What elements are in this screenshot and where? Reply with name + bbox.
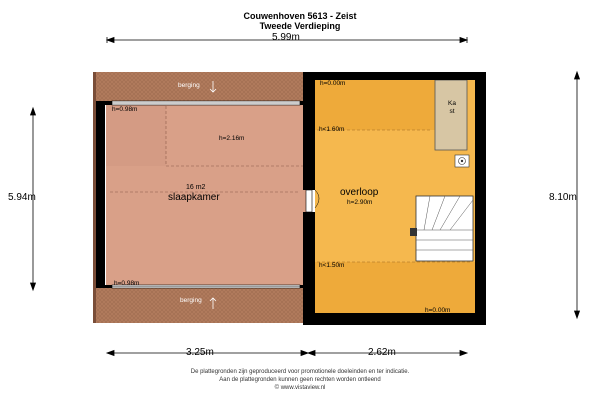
height-bottom-right: h=0.00m bbox=[425, 307, 451, 314]
height-lt-160: h<1.60m bbox=[319, 126, 345, 133]
plan-subtitle: Tweede Verdieping bbox=[259, 21, 341, 31]
berging-top-area bbox=[93, 72, 308, 104]
disclaimer-line3: © www.vistaview.nl bbox=[274, 385, 326, 391]
staircase bbox=[410, 196, 473, 261]
height-bottom-left: h=0.98m bbox=[114, 280, 140, 287]
height-290: h=2.90m bbox=[347, 199, 373, 206]
label-slaapkamer: slaapkamer bbox=[168, 192, 220, 203]
label-kast: Kast bbox=[448, 100, 456, 115]
label-berging-bottom: berging bbox=[180, 297, 202, 304]
low-ceiling-top bbox=[315, 80, 435, 130]
label-overloop: overloop bbox=[340, 187, 379, 198]
height-216: h=2.16m bbox=[219, 135, 245, 142]
dim-right-height: 8.10m bbox=[549, 192, 577, 203]
dim-bottom-left: 3.25m bbox=[186, 347, 214, 358]
berging-bottom-area bbox=[93, 287, 308, 323]
dim-left-height: 5.94m bbox=[8, 192, 36, 203]
plan-title: Couwenhoven 5613 - Zeist bbox=[243, 11, 357, 21]
washbasin-icon bbox=[455, 155, 469, 167]
disclaimer-line1: De plattegronden zijn geproduceerd voor promotionele doeleinden en ter indicatie. bbox=[190, 369, 410, 375]
disclaimer-line2: Aan de plattegronden kunnen geen rechten worden ontleend bbox=[219, 377, 381, 383]
label-area-slaapkamer: 16 m2 bbox=[186, 184, 206, 191]
height-top-left: h=0.98m bbox=[112, 106, 138, 113]
height-lt-150: h<1.50m bbox=[319, 262, 345, 269]
label-berging-top: berging bbox=[178, 82, 200, 89]
dim-bottom-right: 2.62m bbox=[368, 347, 396, 358]
height-top-right: h=0.00m bbox=[320, 80, 346, 87]
low-ceiling-bottom bbox=[315, 262, 475, 313]
dim-top-width: 5.99m bbox=[272, 32, 300, 43]
